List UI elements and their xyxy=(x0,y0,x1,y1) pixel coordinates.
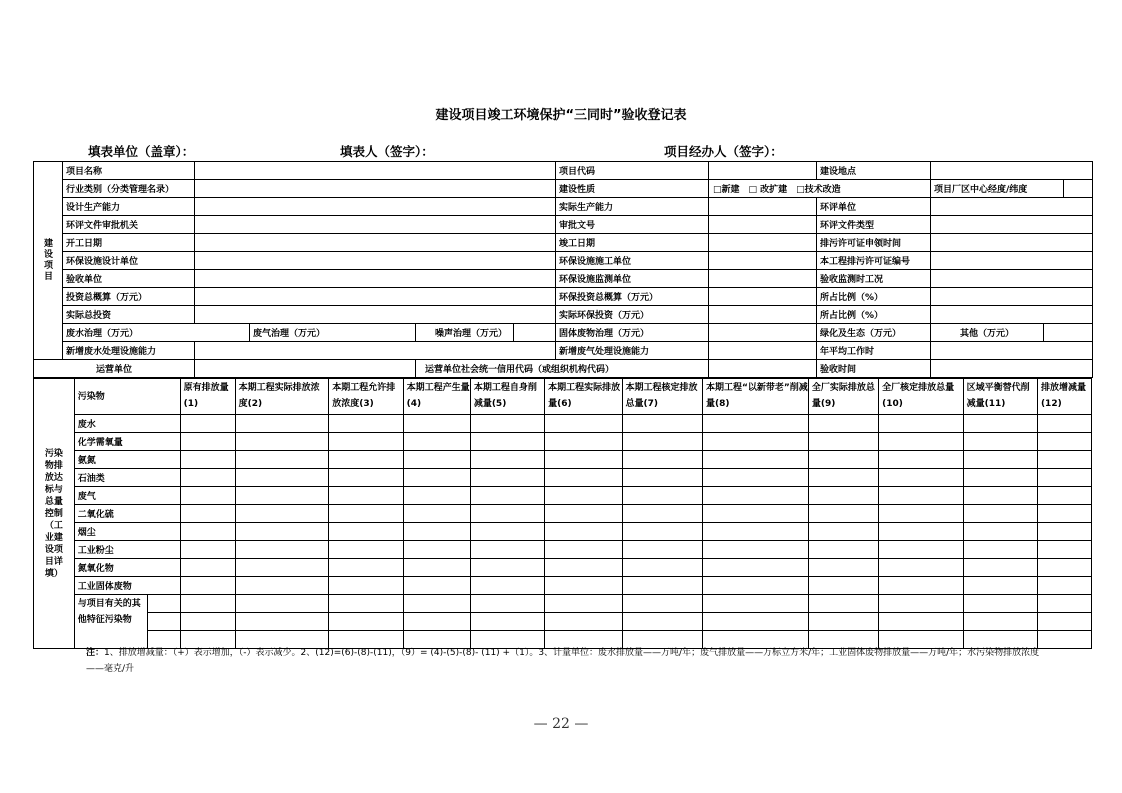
pollutant-9-cell-10[interactable] xyxy=(879,577,964,595)
field-completion-date[interactable] xyxy=(709,234,817,252)
pollutant-9-cell-4[interactable] xyxy=(403,577,470,595)
pollutant-label: 石油类 xyxy=(74,469,180,487)
pollutant-row xyxy=(34,487,1092,505)
field-monitor-condition[interactable] xyxy=(931,270,1093,288)
label-completion-date: 竣工日期 xyxy=(556,234,709,252)
header-col-12: 排放增减量(12) xyxy=(1037,379,1091,415)
pollutant-6-cell-3[interactable] xyxy=(329,523,403,541)
section-label-pollutant: 污染物排放达标与总量控制（工业建设项目详填） xyxy=(34,379,75,649)
field-new-water-capacity[interactable] xyxy=(195,342,556,360)
pollutant-1-cell-11[interactable] xyxy=(963,433,1037,451)
pollutant-row xyxy=(34,541,1092,559)
label-build-location: 建设地点 xyxy=(817,162,931,180)
pollutant-4-cell-4[interactable] xyxy=(403,487,470,505)
pollutant-4-cell-8[interactable] xyxy=(702,487,808,505)
pollutant-4-cell-7[interactable] xyxy=(622,487,702,505)
pollutant-5-cell-1[interactable] xyxy=(180,505,235,523)
pollutant-row xyxy=(34,523,1092,541)
other-0-cell-11[interactable] xyxy=(963,595,1037,613)
header-col-1: 原有排放量(1) xyxy=(180,379,235,415)
pollutant-6-cell-9[interactable] xyxy=(808,523,878,541)
header-col-7: 本期工程核定排放总量(7) xyxy=(622,379,702,415)
pollutant-5-cell-9[interactable] xyxy=(808,505,878,523)
pollutant-2-cell-4[interactable] xyxy=(403,451,470,469)
pollutant-2-cell-8[interactable] xyxy=(702,451,808,469)
pollutant-5-cell-4[interactable] xyxy=(403,505,470,523)
header-col-5: 本期工程自身削减量(5) xyxy=(470,379,544,415)
pollutant-8-cell-9[interactable] xyxy=(808,559,878,577)
field-facility-design-unit[interactable] xyxy=(195,252,556,270)
pollutant-label: 工业粉尘 xyxy=(74,541,180,559)
pollutant-4-cell-11[interactable] xyxy=(963,487,1037,505)
label-eia-doc-type: 环评文件类型 xyxy=(817,216,931,234)
pollutant-label: 化学需氧量 xyxy=(74,433,180,451)
field-project-code[interactable] xyxy=(709,162,817,180)
pollutant-label: 二氧化硫 xyxy=(74,505,180,523)
pollutant-2-cell-7[interactable] xyxy=(622,451,702,469)
pollutant-3-cell-9[interactable] xyxy=(808,469,878,487)
field-actual-env-investment[interactable] xyxy=(709,306,817,324)
field-design-capacity[interactable] xyxy=(195,198,556,216)
other-1-cell-11[interactable] xyxy=(963,613,1037,631)
field-other[interactable] xyxy=(1044,324,1093,342)
label-other: 其他（万元） xyxy=(931,324,1044,342)
pollutant-4-cell-2[interactable] xyxy=(235,487,329,505)
header-col-4: 本期工程产生量(4) xyxy=(403,379,470,415)
pollutant-9-cell-2[interactable] xyxy=(235,577,329,595)
pollutant-label: 氨氮 xyxy=(74,451,180,469)
label-center-coords: 项目厂区中心经度/纬度 xyxy=(931,180,1064,198)
pollutant-5-cell-8[interactable] xyxy=(702,505,808,523)
pollutant-2-cell-6[interactable] xyxy=(545,451,622,469)
pollutant-0-cell-6[interactable] xyxy=(545,415,622,433)
pollutant-row xyxy=(34,451,1092,469)
label-eia-approval-org: 环评文件审批机关 xyxy=(63,216,195,234)
pollutant-label: 废水 xyxy=(74,415,180,433)
pollutant-4-cell-9[interactable] xyxy=(808,487,878,505)
build-nature-checkboxes[interactable]: □新建 □ 改扩建 □技术改造 xyxy=(709,180,931,198)
label-ratio-1: 所占比例（%） xyxy=(817,288,931,306)
label-acceptance-time: 验收时间 xyxy=(817,360,931,378)
pollutant-6-cell-10[interactable] xyxy=(879,523,964,541)
label-gas-treat: 废气治理（万元） xyxy=(250,324,416,342)
other-0-cell-12[interactable] xyxy=(1037,595,1091,613)
filler-label: 填表人（签字）： xyxy=(340,144,434,159)
pollutant-4-cell-10[interactable] xyxy=(879,487,964,505)
other-pollutant-name-2[interactable] xyxy=(148,613,181,631)
field-acceptance-time[interactable] xyxy=(931,360,1093,378)
pollutant-7-cell-3[interactable] xyxy=(329,541,403,559)
pollutant-8-cell-11[interactable] xyxy=(963,559,1037,577)
field-solid-treat[interactable] xyxy=(709,324,817,342)
pollutant-3-cell-12[interactable] xyxy=(1037,469,1091,487)
pollutant-4-cell-12[interactable] xyxy=(1037,487,1091,505)
field-annual-hours[interactable] xyxy=(931,342,1093,360)
label-solid-treat: 固体废物治理（万元） xyxy=(556,324,709,342)
label-ratio-2: 所占比例（%） xyxy=(817,306,931,324)
other-1-cell-3[interactable] xyxy=(329,613,403,631)
pollutant-8-cell-10[interactable] xyxy=(879,559,964,577)
pollutant-label: 烟尘 xyxy=(74,523,180,541)
field-total-investment-est[interactable] xyxy=(195,288,556,306)
field-center-coords[interactable] xyxy=(1064,180,1093,198)
page-number: — 22 — xyxy=(533,716,589,732)
pollutant-7-cell-8[interactable] xyxy=(702,541,808,559)
label-total-investment-est: 投资总概算（万元） xyxy=(63,288,195,306)
pollutant-0-cell-9[interactable] xyxy=(808,415,878,433)
header-pollutant: 污染物 xyxy=(74,379,180,415)
pollutant-7-cell-1[interactable] xyxy=(180,541,235,559)
pollutant-9-cell-1[interactable] xyxy=(180,577,235,595)
pollutant-8-cell-1[interactable] xyxy=(180,559,235,577)
pollutant-6-cell-2[interactable] xyxy=(235,523,329,541)
pollutant-2-cell-11[interactable] xyxy=(963,451,1037,469)
pollutant-5-cell-2[interactable] xyxy=(235,505,329,523)
other-1-cell-9[interactable] xyxy=(808,613,878,631)
pollutant-label: 氮氧化物 xyxy=(74,559,180,577)
other-0-cell-8[interactable] xyxy=(702,595,808,613)
pollutant-6-cell-8[interactable] xyxy=(702,523,808,541)
header-col-10: 全厂核定排放总量(10) xyxy=(879,379,964,415)
field-permit-no[interactable] xyxy=(931,252,1093,270)
label-facility-build-unit: 环保设施施工单位 xyxy=(556,252,709,270)
label-project-code: 项目代码 xyxy=(556,162,709,180)
other-0-cell-7[interactable] xyxy=(622,595,702,613)
project-info-table xyxy=(33,161,1093,378)
label-wastewater-treat: 废水治理（万元） xyxy=(63,324,250,342)
pollutant-3-cell-7[interactable] xyxy=(622,469,702,487)
other-pollutant-name-1[interactable] xyxy=(148,595,181,613)
pollutant-2-cell-1[interactable] xyxy=(180,451,235,469)
pollutant-8-cell-4[interactable] xyxy=(403,559,470,577)
pollutant-1-cell-3[interactable] xyxy=(329,433,403,451)
header-col-9: 全厂实际排放总量(9) xyxy=(808,379,878,415)
label-env-investment-est: 环保投资总概算（万元） xyxy=(556,288,709,306)
pollutant-6-cell-11[interactable] xyxy=(963,523,1037,541)
pollutant-3-cell-5[interactable] xyxy=(470,469,544,487)
pollutant-4-cell-3[interactable] xyxy=(329,487,403,505)
pollutant-3-cell-6[interactable] xyxy=(545,469,622,487)
pollutant-8-cell-12[interactable] xyxy=(1037,559,1091,577)
pollutant-6-cell-6[interactable] xyxy=(545,523,622,541)
other-pollutant-label: 与项目有关的其他特征污染物 xyxy=(74,595,147,649)
pollutant-1-cell-10[interactable] xyxy=(879,433,964,451)
pollutant-9-cell-12[interactable] xyxy=(1037,577,1091,595)
pollutant-3-cell-8[interactable] xyxy=(702,469,808,487)
pollutant-label: 工业固体废物 xyxy=(74,577,180,595)
pollutant-4-cell-5[interactable] xyxy=(470,487,544,505)
pollutant-7-cell-10[interactable] xyxy=(879,541,964,559)
pollutant-row xyxy=(34,505,1092,523)
field-actual-capacity[interactable] xyxy=(709,198,817,216)
pollutant-5-cell-5[interactable] xyxy=(470,505,544,523)
pollutant-7-cell-4[interactable] xyxy=(403,541,470,559)
other-1-cell-5[interactable] xyxy=(470,613,544,631)
pollutant-5-cell-3[interactable] xyxy=(329,505,403,523)
pollutant-8-cell-7[interactable] xyxy=(622,559,702,577)
pollutant-row xyxy=(34,559,1092,577)
other-pollutant-row xyxy=(34,595,1092,613)
pollutant-1-cell-2[interactable] xyxy=(235,433,329,451)
pollutant-7-cell-5[interactable] xyxy=(470,541,544,559)
label-noise-treat: 噪声治理（万元） xyxy=(416,324,514,342)
pollutant-3-cell-3[interactable] xyxy=(329,469,403,487)
field-permit-time[interactable] xyxy=(931,234,1093,252)
pollutant-6-cell-4[interactable] xyxy=(403,523,470,541)
field-env-investment-est[interactable] xyxy=(709,288,817,306)
other-0-cell-6[interactable] xyxy=(545,595,622,613)
pollutant-2-cell-2[interactable] xyxy=(235,451,329,469)
pollutant-0-cell-5[interactable] xyxy=(470,415,544,433)
pollutant-row xyxy=(34,415,1092,433)
label-design-capacity: 设计生产能力 xyxy=(63,198,195,216)
header-col-11: 区域平衡替代削减量(11) xyxy=(963,379,1037,415)
pollutant-9-cell-6[interactable] xyxy=(545,577,622,595)
pollutant-3-cell-2[interactable] xyxy=(235,469,329,487)
pollutant-5-cell-11[interactable] xyxy=(963,505,1037,523)
pollutant-0-cell-7[interactable] xyxy=(622,415,702,433)
pollutant-8-cell-3[interactable] xyxy=(329,559,403,577)
field-actual-total-investment[interactable] xyxy=(195,306,556,324)
field-credit-code[interactable] xyxy=(709,360,817,378)
manager-label: 项目经办人（签字）： xyxy=(664,144,783,159)
pollutant-4-cell-6[interactable] xyxy=(545,487,622,505)
label-industry: 行业类别（分类管理名录） xyxy=(63,180,195,198)
pollutant-9-cell-8[interactable] xyxy=(702,577,808,595)
pollutant-3-cell-11[interactable] xyxy=(963,469,1037,487)
label-actual-capacity: 实际生产能力 xyxy=(556,198,709,216)
other-0-cell-4[interactable] xyxy=(403,595,470,613)
pollutant-6-cell-1[interactable] xyxy=(180,523,235,541)
field-eia-unit[interactable] xyxy=(931,198,1093,216)
other-0-cell-5[interactable] xyxy=(470,595,544,613)
header-col-2: 本期工程实际排放浓度(2) xyxy=(235,379,329,415)
pollutant-9-cell-9[interactable] xyxy=(808,577,878,595)
footnote xyxy=(86,645,1046,677)
label-actual-total-investment: 实际总投资 xyxy=(63,306,195,324)
field-facility-monitor-unit[interactable] xyxy=(709,270,817,288)
other-0-cell-2[interactable] xyxy=(235,595,329,613)
label-acceptance-unit: 验收单位 xyxy=(63,270,195,288)
pollutant-header-row xyxy=(34,379,1092,415)
other-1-cell-6[interactable] xyxy=(545,613,622,631)
pollutant-0-cell-4[interactable] xyxy=(403,415,470,433)
pollutant-7-cell-9[interactable] xyxy=(808,541,878,559)
pollutant-9-cell-11[interactable] xyxy=(963,577,1037,595)
label-annual-hours: 年平均工作时 xyxy=(817,342,931,360)
label-actual-env-investment: 实际环保投资（万元） xyxy=(556,306,709,324)
pollutant-5-cell-10[interactable] xyxy=(879,505,964,523)
other-1-cell-7[interactable] xyxy=(622,613,702,631)
pollutant-1-cell-4[interactable] xyxy=(403,433,470,451)
field-eia-doc-type[interactable] xyxy=(931,216,1093,234)
pollutant-1-cell-7[interactable] xyxy=(622,433,702,451)
pollutant-8-cell-2[interactable] xyxy=(235,559,329,577)
other-0-cell-3[interactable] xyxy=(329,595,403,613)
label-monitor-condition: 验收监测时工况 xyxy=(817,270,931,288)
field-build-location[interactable] xyxy=(931,162,1093,180)
form-title: 建设项目竣工环境保护“三同时”验收登记表 xyxy=(435,108,687,123)
pollutant-9-cell-5[interactable] xyxy=(470,577,544,595)
pollutant-7-cell-7[interactable] xyxy=(622,541,702,559)
label-approval-no: 审批文号 xyxy=(556,216,709,234)
pollutant-9-cell-3[interactable] xyxy=(329,577,403,595)
pollutant-7-cell-11[interactable] xyxy=(963,541,1037,559)
label-build-nature: 建设性质 xyxy=(556,180,709,198)
label-start-date: 开工日期 xyxy=(63,234,195,252)
fill-unit-label: 填表单位（盖章）： xyxy=(88,144,195,159)
pollutant-1-cell-8[interactable] xyxy=(702,433,808,451)
other-1-cell-1[interactable] xyxy=(180,613,235,631)
pollutant-8-cell-6[interactable] xyxy=(545,559,622,577)
pollutant-1-cell-1[interactable] xyxy=(180,433,235,451)
footnote-text: 1、排放增减量：（+）表示增加，（-）表示减少。2、(12)=(6)-(8)-(11)，（9）= (4)-(5)-(8)- (11) +（1）。3、计量单位：废水排放量——万吨/年；废气排放量——万标立方米/年；工业固体废物排放量——万吨/年；水污染物排放浓度——毫克/升 xyxy=(86,648,1040,674)
header-col-6: 本期工程实际排放量(6) xyxy=(545,379,622,415)
pollutant-6-cell-5[interactable] xyxy=(470,523,544,541)
pollutant-3-cell-10[interactable] xyxy=(879,469,964,487)
label-greening: 绿化及生态（万元） xyxy=(817,324,931,342)
pollutant-0-cell-1[interactable] xyxy=(180,415,235,433)
other-1-cell-4[interactable] xyxy=(403,613,470,631)
field-operating-unit[interactable] xyxy=(195,360,416,378)
header-col-8: 本期工程“以新带老”削减量(8) xyxy=(702,379,808,415)
pollutant-3-cell-4[interactable] xyxy=(403,469,470,487)
pollutant-5-cell-12[interactable] xyxy=(1037,505,1091,523)
pollutant-7-cell-2[interactable] xyxy=(235,541,329,559)
label-permit-no: 本工程排污许可证编号 xyxy=(817,252,931,270)
pollutant-0-cell-2[interactable] xyxy=(235,415,329,433)
pollutant-7-cell-6[interactable] xyxy=(545,541,622,559)
label-new-water-capacity: 新增废水处理设施能力 xyxy=(63,342,195,360)
pollutant-2-cell-9[interactable] xyxy=(808,451,878,469)
section-label-project: 建设项目 xyxy=(34,162,63,360)
other-1-cell-2[interactable] xyxy=(235,613,329,631)
pollutant-8-cell-5[interactable] xyxy=(470,559,544,577)
pollutant-3-cell-1[interactable] xyxy=(180,469,235,487)
pollutant-0-cell-10[interactable] xyxy=(879,415,964,433)
pollutant-5-cell-7[interactable] xyxy=(622,505,702,523)
pollutant-0-cell-11[interactable] xyxy=(963,415,1037,433)
field-acceptance-unit[interactable] xyxy=(195,270,556,288)
pollutant-7-cell-12[interactable] xyxy=(1037,541,1091,559)
pollutant-6-cell-7[interactable] xyxy=(622,523,702,541)
pollutant-1-cell-12[interactable] xyxy=(1037,433,1091,451)
pollutant-0-cell-8[interactable] xyxy=(702,415,808,433)
label-new-gas-capacity: 新增废气处理设施能力 xyxy=(556,342,709,360)
pollutant-1-cell-9[interactable] xyxy=(808,433,878,451)
pollutant-4-cell-1[interactable] xyxy=(180,487,235,505)
field-facility-build-unit[interactable] xyxy=(709,252,817,270)
label-eia-unit: 环评单位 xyxy=(817,198,931,216)
pollutant-2-cell-10[interactable] xyxy=(879,451,964,469)
field-new-gas-capacity[interactable] xyxy=(709,342,817,360)
other-1-cell-12[interactable] xyxy=(1037,613,1091,631)
pollutant-row xyxy=(34,433,1092,451)
other-pollutant-row xyxy=(34,613,1092,631)
field-noise-treat[interactable] xyxy=(514,324,556,342)
pollutant-0-cell-12[interactable] xyxy=(1037,415,1091,433)
field-ratio-2[interactable] xyxy=(931,306,1093,324)
pollutant-1-cell-5[interactable] xyxy=(470,433,544,451)
pollutant-table xyxy=(33,378,1092,649)
header-col-3: 本期工程允许排放浓度(3) xyxy=(329,379,403,415)
other-0-cell-1[interactable] xyxy=(180,595,235,613)
field-eia-approval-org[interactable] xyxy=(195,216,556,234)
pollutant-9-cell-7[interactable] xyxy=(622,577,702,595)
pollutant-5-cell-6[interactable] xyxy=(545,505,622,523)
other-1-cell-10[interactable] xyxy=(879,613,964,631)
field-project-name[interactable] xyxy=(195,162,556,180)
footnote-prefix: 注： xyxy=(86,648,105,658)
pollutant-label: 废气 xyxy=(74,487,180,505)
pollutant-1-cell-6[interactable] xyxy=(545,433,622,451)
label-credit-code: 运营单位社会统一信用代码（或组织机构代码） xyxy=(416,360,709,378)
label-facility-monitor-unit: 环保设施监测单位 xyxy=(556,270,709,288)
label-permit-time: 排污许可证申领时间 xyxy=(817,234,931,252)
pollutant-row xyxy=(34,469,1092,487)
pollutant-8-cell-8[interactable] xyxy=(702,559,808,577)
pollutant-row xyxy=(34,577,1092,595)
other-0-cell-9[interactable] xyxy=(808,595,878,613)
label-facility-design-unit: 环保设施设计单位 xyxy=(63,252,195,270)
pollutant-0-cell-3[interactable] xyxy=(329,415,403,433)
field-start-date[interactable] xyxy=(195,234,556,252)
other-1-cell-8[interactable] xyxy=(702,613,808,631)
pollutant-6-cell-12[interactable] xyxy=(1037,523,1091,541)
pollutant-2-cell-5[interactable] xyxy=(470,451,544,469)
pollutant-2-cell-12[interactable] xyxy=(1037,451,1091,469)
field-industry[interactable] xyxy=(195,180,556,198)
field-ratio-1[interactable] xyxy=(931,288,1093,306)
label-operating-unit: 运营单位 xyxy=(34,360,195,378)
label-project-name: 项目名称 xyxy=(63,162,195,180)
pollutant-2-cell-3[interactable] xyxy=(329,451,403,469)
other-0-cell-10[interactable] xyxy=(879,595,964,613)
field-approval-no[interactable] xyxy=(709,216,817,234)
